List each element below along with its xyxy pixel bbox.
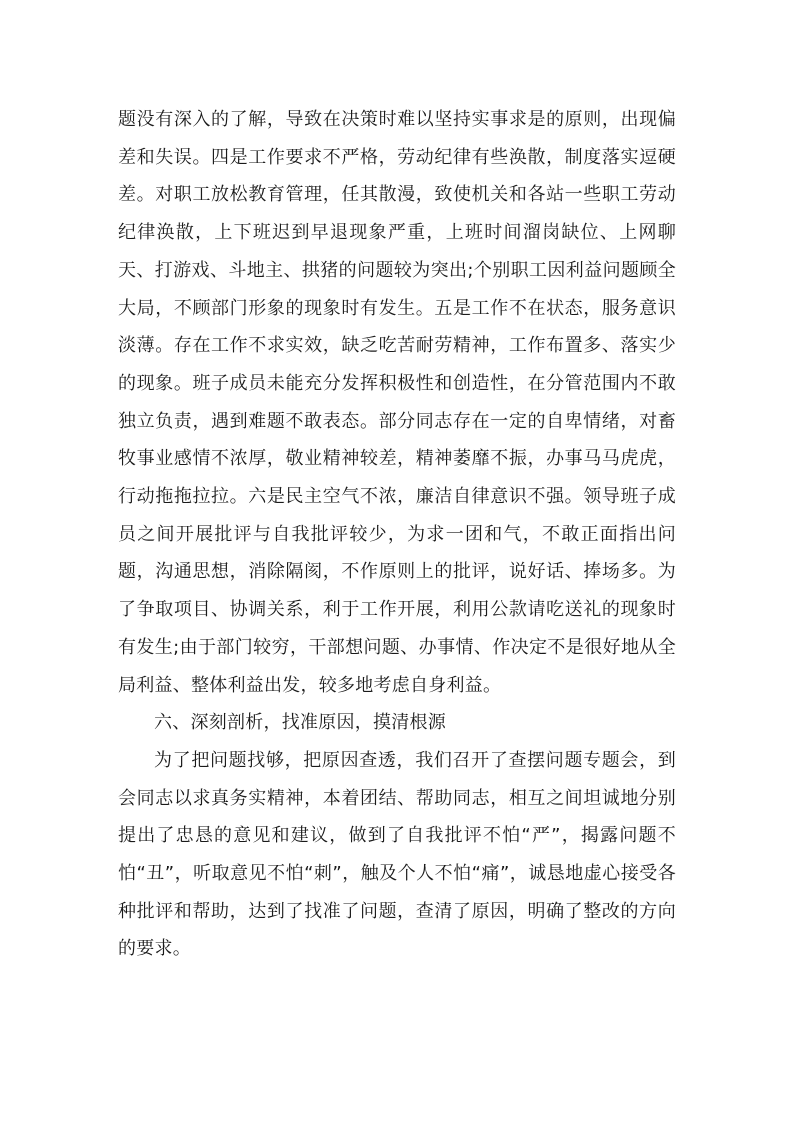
body-paragraph-continued: 题没有深入的了解，导致在决策时难以坚持实事求是的原则，出现偏差和失误。四是工作要求不严格，劳动纪律有些涣散，制度落实逗硬差。对职工放松教育管理，任其散漫，致使机关和各站一些职工劳动纪律涣散，上下班迟到早退现象严重，上班时间溜岗缺位、上网聊天、打游戏、斗地主、拱猪的问题较为突出;个别职工因利益问题顾全大局，不顾部门形象的现象时有发生。五是工作不在状态，服务意识淡薄。存在工作不求实效，缺乏吃苦耐劳精神，工作布置多、落实少的现象。班子成员未能充分发挥积极性和创造性，在分管范围内不敢独立负责，遇到难题不敢表态。部分同志存在一定的自卑情绪，对畜牧事业感情不浓厚，敬业精神较差，精神萎靡不振，办事马马虎虎，行动拖拖拉拉。六是民主空气不浓，廉洁自律意识不强。领导班子成员之间开展批评与自我批评较少，为求一团和气，不敢正面指出问题，沟通思想，消除隔阂，不作原则上的批评，说好话、捧场多。为了争取项目、协调关系，利于工作开展，利用公款请吃送礼的现象时有发生;由于部门较穷，干部想问题、办事情、作决定不是很好地从全局利益、整体利益出发，较多地考虑自身利益。	[118, 109, 676, 696]
section-heading: 六、深刻剖析，找准原因，摸清根源	[154, 712, 446, 734]
document-body	[118, 101, 676, 968]
body-paragraph-final: 为了把问题找够，把原因查透，我们召开了查摆问题专题会，到会同志以求真务实精神，本着团结、帮助同志，相互之间坦诚地分别提出了忠恳的意见和建议，做到了自我批评不怕“严”，揭露问题不怕“丑”，听取意见不怕“刺”，触及个人不怕“痛”，诚恳地虚心接受各种批评和帮助，达到了找准了问题，查清了原因，明确了整改的方向的要求。	[118, 749, 676, 960]
